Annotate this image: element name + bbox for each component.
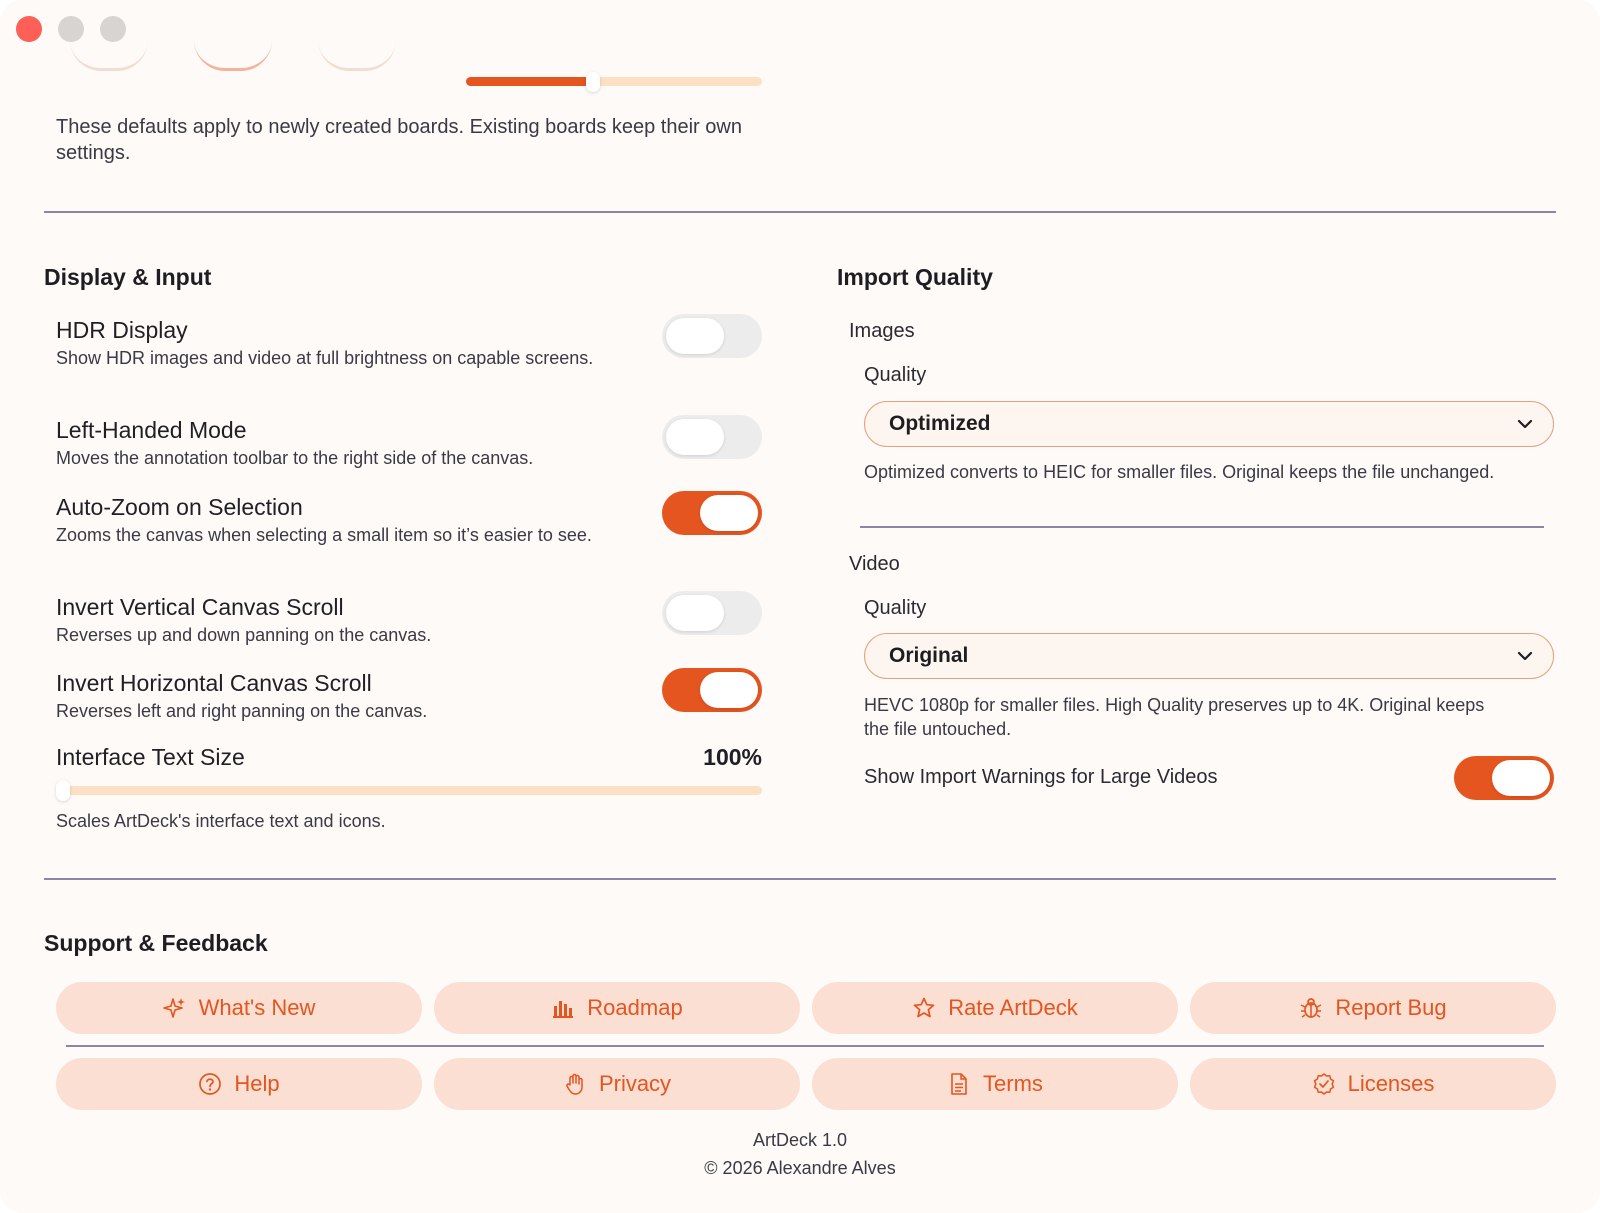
- report-bug-label: Report Bug: [1335, 995, 1447, 1020]
- import-quality-title: Import Quality: [837, 264, 993, 290]
- text-size-slider[interactable]: [56, 786, 762, 795]
- toggle-knob: [700, 495, 758, 531]
- large-video-warnings-label: Show Import Warnings for Large Videos: [864, 766, 1218, 788]
- section-divider: [44, 211, 1556, 213]
- setting-hdr-display: [56, 316, 766, 370]
- invert-horizontal-toggle[interactable]: [662, 668, 762, 712]
- roadmap-button[interactable]: [434, 982, 800, 1034]
- setting-invert-vertical: [56, 593, 766, 647]
- setting-description: Zooms the canvas when selecting a small item so it’s easier to see.: [56, 525, 592, 545]
- minimize-window-button[interactable]: [58, 16, 84, 42]
- badge-check-icon: [1312, 1072, 1336, 1096]
- video-quality-value: Original: [889, 644, 969, 667]
- text-size-row: [56, 744, 762, 771]
- swatch-option[interactable]: [70, 40, 148, 71]
- default-slider-fill: [466, 77, 593, 86]
- whats-new-label: What's New: [198, 995, 316, 1020]
- document-icon: [947, 1072, 971, 1096]
- text-size-description: Scales ArtDeck's interface text and icons.: [56, 811, 386, 831]
- section-divider: [44, 878, 1556, 880]
- setting-left-handed: [56, 416, 766, 470]
- star-icon: [912, 996, 936, 1020]
- terms-label: Terms: [983, 1071, 1043, 1096]
- invert-vertical-toggle[interactable]: [662, 591, 762, 635]
- toggle-knob: [1492, 760, 1550, 796]
- help-label: Help: [234, 1071, 280, 1096]
- zoom-window-button[interactable]: [100, 16, 126, 42]
- display-input-title: Display & Input: [44, 264, 212, 290]
- close-window-button[interactable]: [16, 16, 42, 42]
- image-quality-label: Quality: [864, 364, 927, 386]
- import-divider: [860, 526, 1544, 528]
- setting-label: HDR Display: [56, 317, 188, 343]
- image-quality-select[interactable]: [864, 401, 1554, 447]
- roadmap-label: Roadmap: [587, 995, 683, 1020]
- privacy-button[interactable]: [434, 1058, 800, 1110]
- licenses-button[interactable]: [1190, 1058, 1556, 1110]
- setting-invert-horizontal: [56, 669, 766, 723]
- bug-icon: [1299, 996, 1323, 1020]
- setting-auto-zoom: [56, 493, 766, 547]
- setting-label: Invert Vertical Canvas Scroll: [56, 594, 344, 620]
- text-size-label: Interface Text Size: [56, 744, 245, 770]
- terms-button[interactable]: [812, 1058, 1178, 1110]
- text-size-slider-knob[interactable]: [56, 780, 70, 801]
- setting-description: Reverses up and down panning on the canvas.: [56, 625, 432, 645]
- app-version: ArtDeck 1.0: [752, 1130, 848, 1150]
- window-controls: [16, 16, 126, 42]
- swatch-option[interactable]: [194, 40, 272, 71]
- whats-new-button[interactable]: [56, 982, 422, 1034]
- setting-description: Reverses left and right panning on the canvas.: [56, 701, 428, 721]
- toggle-knob: [666, 318, 724, 354]
- toggle-knob: [666, 595, 724, 631]
- image-quality-note: Optimized converts to HEIC for smaller files. Original keeps the file unchanged.: [864, 462, 1495, 482]
- image-quality-value: Optimized: [889, 412, 991, 435]
- chevron-down-icon: [1515, 646, 1535, 666]
- rate-button[interactable]: [812, 982, 1178, 1034]
- hdr-display-toggle[interactable]: [662, 314, 762, 358]
- chevron-down-icon: [1515, 414, 1535, 434]
- large-video-warnings-toggle[interactable]: [1454, 756, 1554, 800]
- video-quality-select[interactable]: [864, 633, 1554, 679]
- hand-icon: [563, 1072, 587, 1096]
- sparkles-icon: [163, 996, 187, 1020]
- defaults-note: These defaults apply to newly created boards. Existing boards keep their own settings.: [56, 116, 742, 164]
- setting-label: Left-Handed Mode: [56, 417, 247, 443]
- support-divider: [66, 1045, 1544, 1047]
- report-bug-button[interactable]: [1190, 982, 1556, 1034]
- setting-label: Auto-Zoom on Selection: [56, 494, 303, 520]
- auto-zoom-toggle[interactable]: [662, 491, 762, 535]
- video-quality-label: Quality: [864, 597, 927, 619]
- bar-chart-icon: [551, 996, 575, 1020]
- question-circle-icon: [198, 1072, 222, 1096]
- support-feedback-title: Support & Feedback: [44, 930, 268, 956]
- default-slider[interactable]: [466, 77, 762, 86]
- text-size-value: 100%: [703, 744, 762, 770]
- left-handed-toggle[interactable]: [662, 415, 762, 459]
- privacy-label: Privacy: [598, 1071, 672, 1096]
- images-heading: Images: [849, 320, 915, 342]
- copyright: © 2026 Alexandre Alves: [704, 1158, 896, 1178]
- setting-description: Show HDR images and video at full brightness on capable screens.: [56, 348, 594, 368]
- default-slider-knob[interactable]: [586, 72, 600, 92]
- rate-label: Rate ArtDeck: [948, 995, 1078, 1020]
- toggle-knob: [700, 672, 758, 708]
- toggle-knob: [666, 419, 724, 455]
- video-quality-note: HEVC 1080p for smaller files. High Quality preserves up to 4K. Original keeps the file untouched.: [864, 695, 1485, 739]
- setting-description: Moves the annotation toolbar to the right side of the canvas.: [56, 448, 534, 468]
- video-heading: Video: [849, 553, 900, 575]
- help-button[interactable]: [56, 1058, 422, 1110]
- setting-label: Invert Horizontal Canvas Scroll: [56, 670, 372, 696]
- licenses-label: Licenses: [1347, 1071, 1435, 1096]
- swatch-option[interactable]: [318, 40, 396, 71]
